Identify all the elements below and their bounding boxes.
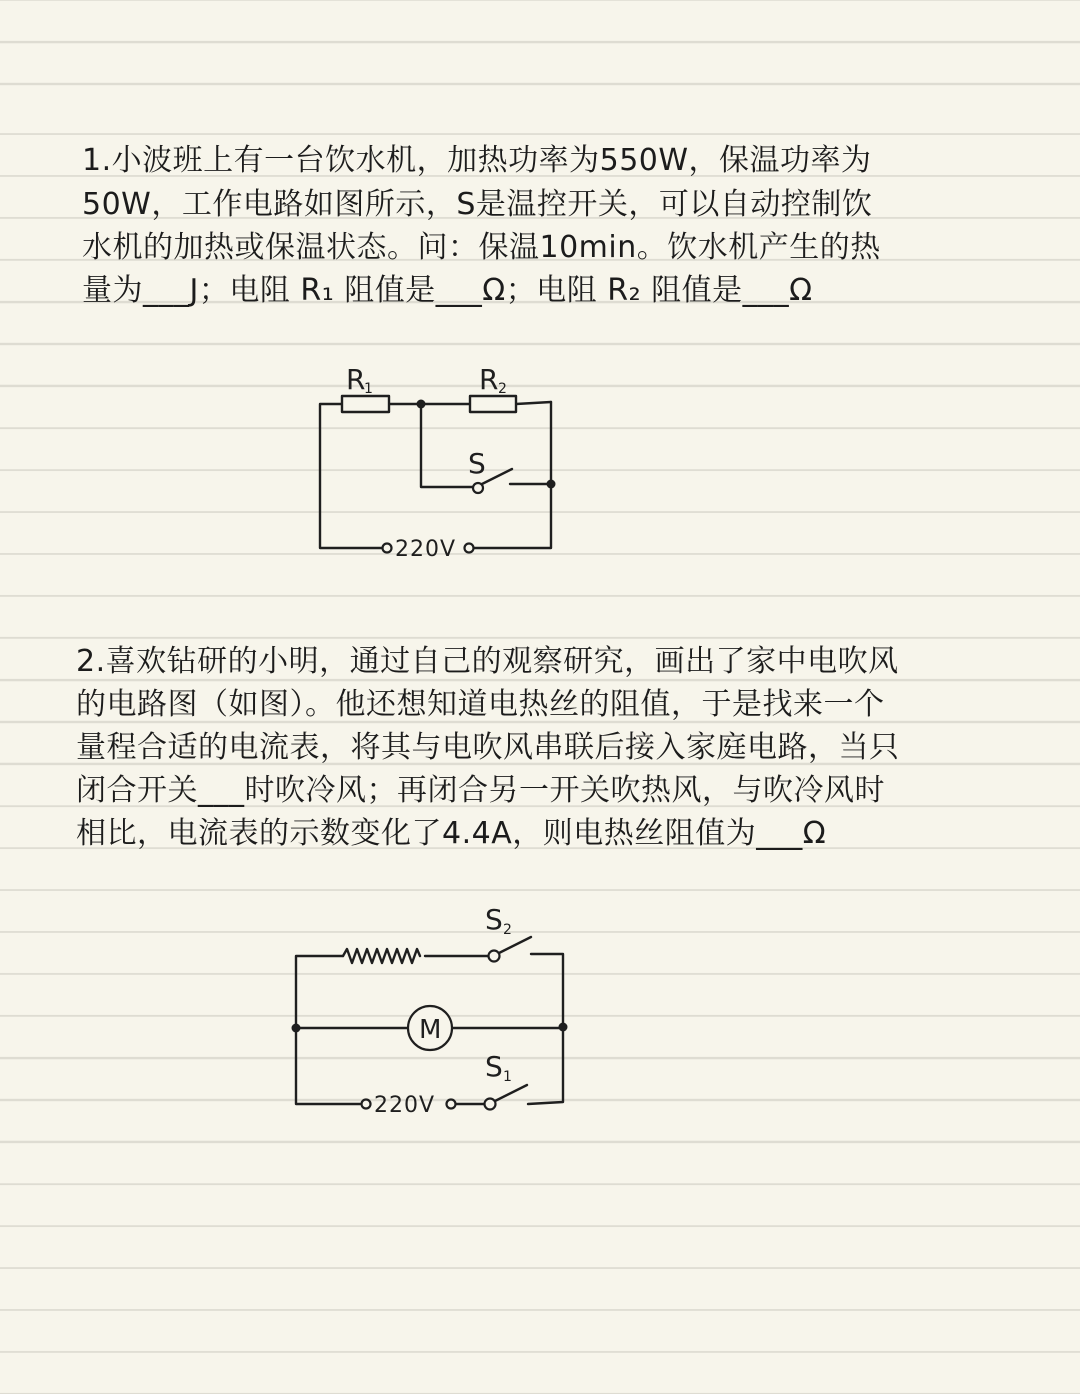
voltage-label: 220V: [395, 537, 457, 562]
switch-s1-label: S: [485, 1050, 503, 1083]
switch-s2-label: S: [485, 903, 503, 936]
question-2-line-5: 相比，电流表的示数变化了4.4A，则电热丝阻值为___Ω: [76, 816, 827, 851]
question-1-line-3: 水机的加热或保温状态。问：保温10min。饮水机产生的热: [82, 230, 881, 265]
switch-s2-blade: [499, 937, 531, 953]
switch-s-label: S: [468, 447, 486, 480]
voltage-label: 220V: [374, 1093, 436, 1118]
wire-left: [296, 956, 360, 1104]
r1-subscript: 1: [364, 381, 373, 397]
r2-label: R: [479, 363, 499, 396]
terminal-right: [447, 1100, 456, 1109]
r1-label: R: [346, 363, 366, 396]
switch-s1-blade: [495, 1085, 527, 1101]
switch-s2-subscript: 2: [503, 922, 512, 938]
motor-label: M: [419, 1015, 442, 1045]
question-2-line-2: 的电路图（如图）。他还想知道电热丝的阻值，于是找来一个: [76, 687, 885, 722]
switch-s1-contact: [485, 1099, 496, 1110]
terminal-left: [362, 1100, 371, 1109]
question-1-line-2: 50W，工作电路如图所示，S是温控开关，可以自动控制饮: [82, 187, 873, 222]
question-2-line-3: 量程合适的电流表，将其与电吹风串联后接入家庭电路，当只: [76, 730, 900, 765]
question-1-line-4: 量为___J；电阻 R₁ 阻值是___Ω；电阻 R₂ 阻值是___Ω: [82, 273, 813, 308]
heating-wire: [343, 949, 420, 963]
switch-s2-contact: [489, 951, 500, 962]
junction-dot: [559, 1023, 568, 1032]
r2-subscript: 2: [498, 381, 507, 397]
question-2-line-1: 2.喜欢钻研的小明，通过自己的观察研究，画出了家中电吹风: [76, 644, 899, 679]
question-1-line-1: 1.小波班上有一台饮水机，加热功率为550W，保温功率为: [82, 143, 872, 178]
switch-s1-subscript: 1: [503, 1069, 512, 1085]
question-2-line-4: 闭合开关___时吹冷风；再闭合另一开关吹热风，与吹冷风时: [76, 773, 885, 808]
junction-dot: [292, 1024, 301, 1033]
